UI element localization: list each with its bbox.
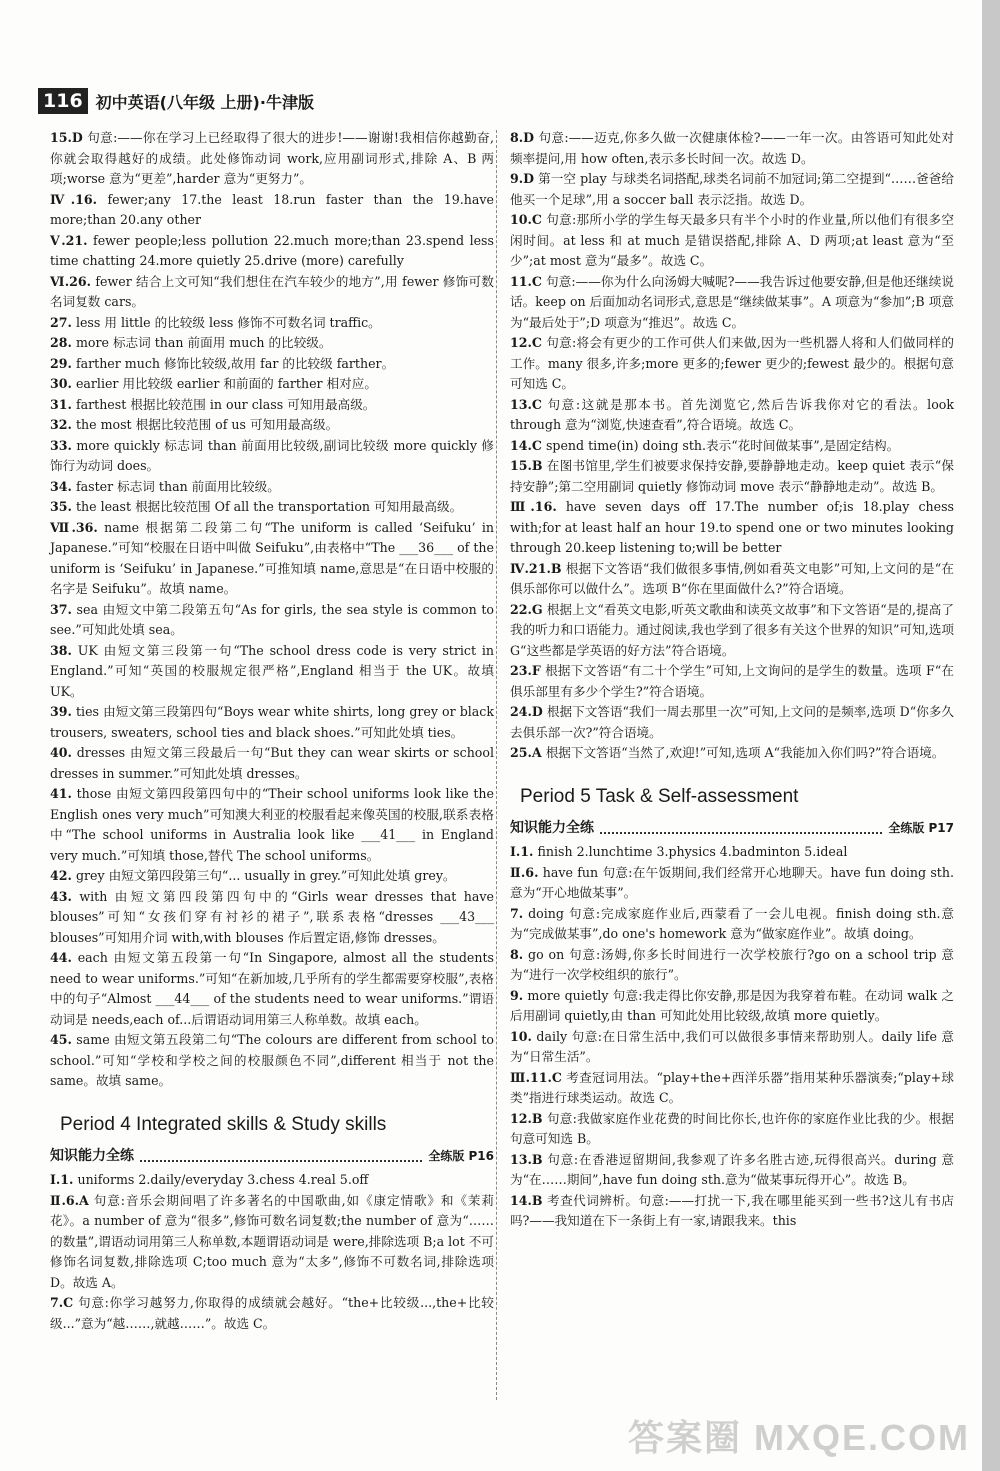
answer-number: Ⅶ.36.: [50, 519, 98, 535]
answer-explanation: 句意:这就是那本书。首先浏览它,然后告诉我你对它的看法。look through 意为“浏览,快速查看”,符合语境。故选 C。: [510, 396, 954, 432]
answer-entry: [50, 190, 494, 231]
answer-number: 34.: [50, 478, 72, 494]
answer-number: 30.: [50, 376, 72, 391]
answer-explanation: earlier 用比较级 earlier 和前面的 farther 相对应。: [75, 376, 377, 391]
answer-entry: [50, 231, 494, 272]
answer-number: 7.: [510, 905, 524, 921]
answer-number: 39.: [50, 704, 72, 719]
answer-entry: [50, 948, 494, 1030]
answer-entry: [510, 272, 954, 334]
answer-entry: [50, 313, 494, 334]
answer-number: 7.C: [50, 1295, 74, 1310]
answer-explanation: less 用 little 的比较级 less 修饰不可数名词 traffic。: [75, 314, 381, 330]
answer-number: Ⅰ.1.: [510, 844, 534, 859]
answer-number: 15.B: [510, 458, 543, 473]
answer-explanation: 考查代词辨析。句意:——打扰一下,我在哪里能买到一些书?这儿有书店吗?——我知道在下一条街上有一家,请跟我来。this: [510, 1192, 954, 1228]
answer-explanation: name 根据第二段第二句“The uniform is called ‘Seifuku’ in Japanese.”可知“校服在日语中叫做 Seifuku”,由表格中“The ___36___ of the uniform is ‘Seifuku’ in Japanese.”可推知填 name,意思是“在日语中校服的名字是 Seifuku”。故填 name。: [50, 519, 495, 596]
answer-explanation: each 由短文第五段第一句“In Singapore, almost all the students need to wear uniforms.”可知“在新加坡,几乎所有的学生都需要穿校服”,表格中的句子“Almost ___44___ of the students need to wear uniforms.”谓语动词是 needs,each of...后谓语动词用第三人称单数。故填 each。: [50, 950, 494, 1027]
answer-explanation: doing 句意:完成家庭作业后,西蒙看了一会儿电视。finish doing sth.意为“完成做某事”,do one's homework 意为“做家庭作业”。故填 doing。: [510, 905, 954, 941]
answer-number: 15.D: [50, 130, 83, 145]
answer-entry: [510, 395, 954, 436]
answer-entry: [510, 169, 954, 210]
answer-entry: [510, 436, 954, 457]
answer-number: Ⅴ.21.: [50, 232, 88, 248]
answer-number: 10.C: [510, 212, 542, 227]
right-column: [510, 128, 954, 1232]
answer-entry: [510, 456, 954, 497]
answer-number: 42.: [50, 868, 72, 883]
period5-title: Period 5 Task & Self-assessment: [520, 785, 799, 807]
answer-number: 10.: [510, 1028, 532, 1044]
answer-number: 24.D: [510, 704, 543, 719]
answer-entry: [510, 333, 954, 395]
answer-entry: [510, 1068, 954, 1109]
answer-explanation: uniforms 2.daily/everyday 3.chess 4.real 5.off: [77, 1172, 369, 1187]
answer-entry: [50, 436, 494, 477]
answer-entry: [510, 210, 954, 272]
answer-explanation: fewer;any 17.the least 18.run faster than the 19.have more;than 20.any other: [50, 191, 494, 227]
answer-number: 11.C: [510, 273, 542, 289]
left-entries: [50, 128, 494, 1092]
answer-entry: [50, 1170, 494, 1191]
answer-number: Ⅳ.16.: [50, 191, 98, 207]
answer-number: 14.C: [510, 437, 542, 453]
answer-explanation: UK 由短文第三段第一句“The school dress code is very strict in England.”可知“英国的校服规定很严格”,England 相当于 the UK。故填 UK。: [50, 642, 494, 699]
period4-section-ref: 全练版 P16: [428, 1148, 494, 1163]
answer-entry: [510, 1191, 954, 1232]
answer-explanation: go on 句意:汤姆,你多长时间进行一次学校旅行?go on a school trip 意为“进行一次学校组织的旅行”。: [510, 946, 954, 982]
answer-number: 43.: [50, 888, 72, 904]
answer-number: Ⅲ.16.: [510, 499, 557, 514]
answer-explanation: 句意:——你为什么向汤姆大喊呢?——我告诉过他要安静,但是他还继续说话。keep on 后面加动名词形式,意思是“继续做某事”。A 项意为“参加”;B 项意为“最后处于”;D 项意为“推迟”。故选 C。: [510, 273, 954, 330]
page-header: [38, 86, 314, 116]
answer-number: Ⅲ.11.C: [510, 1069, 562, 1085]
answer-entry: [50, 866, 494, 887]
right-entries: [510, 128, 954, 764]
answer-explanation: the most 根据比较范围 of us 可知用最高级。: [75, 417, 339, 432]
answer-entry: [510, 128, 954, 169]
answer-number: 33.: [50, 437, 72, 453]
answer-entry: [50, 702, 494, 743]
answer-number: 23.F: [510, 663, 541, 678]
answer-explanation: 根据下文答语“我们一周去那里一次”可知,上文问的是频率,选项 D“你多久去俱乐部一次?”符合语境。: [510, 704, 955, 740]
answer-number: Ⅱ.6.: [510, 864, 539, 880]
watermark: 答案圈 MXQE.COM: [627, 1417, 970, 1458]
answer-number: 35.: [50, 499, 72, 514]
answer-explanation: 根据下文答语“我们做很多事情,例如看英文电影”可知,上文问的是“在俱乐部你可以做什么”。选项 B“你在里面做什么?”符合语境。: [510, 560, 954, 596]
answer-explanation: more quickly 标志词 than 前面用比较级,副词比较级 more quickly 修饰行为动词 does。: [50, 437, 494, 473]
answer-number: 44.: [50, 950, 72, 965]
answer-explanation: faster 标志词 than 前面用比较级。: [75, 478, 280, 494]
answer-number: 32.: [50, 417, 72, 432]
answer-number: 13.B: [510, 1151, 543, 1167]
answer-explanation: 句意:我做家庭作业花费的时间比你长,也许你的家庭作业比我的少。根据句意可知选 B。: [510, 1110, 954, 1146]
answer-number: Ⅳ.21.B: [510, 560, 562, 576]
page-edge: [982, 0, 1000, 1471]
column-divider: [496, 130, 497, 1400]
answer-number: 8.D: [510, 130, 535, 145]
answer-explanation: sea 由短文中第二段第五句“As for girls, the sea style is common to see.”可知此处填 sea。: [50, 601, 494, 637]
answer-entry: [50, 887, 494, 949]
period4-section-label: 知识能力全练: [50, 1147, 134, 1164]
dotted-leader: [600, 822, 882, 834]
answer-entry: [510, 600, 954, 662]
answer-explanation: farther much 修饰比较级,故用 far 的比较级 farther。: [75, 355, 395, 371]
answer-explanation: farthest 根据比较范围 in our class 可知用最高级。: [75, 396, 376, 412]
answer-explanation: grey 由短文第四段第三句“... usually in grey.”可知此处填 grey。: [75, 868, 456, 883]
answer-explanation: 句意:那所小学的学生每天最多只有半个小时的作业量,所以他们有很多空闲时间。at less 和 at much 是错误搭配,排除 A、D 两项;at least 意为“至少”;at most 意为“最多”。故选 C。: [510, 212, 954, 268]
answer-entry: [510, 1150, 954, 1191]
answer-number: 8.: [510, 946, 524, 962]
answer-explanation: 句意:——迈克,你多久做一次健康体检?——一年一次。由答语可知此处对频率提问,用 how often,表示多长时间一次。故选 D。: [510, 130, 954, 166]
answer-explanation: dresses 由短文第三段最后一句“But they can wear skirts or school dresses in summer.”可知此处填 dresses。: [50, 745, 494, 781]
answer-number: 31.: [50, 396, 72, 412]
answer-explanation: spend time(in) doing sth.表示“花时间做某事”,是固定结构。: [545, 437, 900, 453]
answer-entry: [510, 986, 954, 1027]
answer-entry: [510, 559, 954, 600]
answer-explanation: have seven days off 17.The number of;is 18.play chess with;for at least half an hour 19.to spend one or two minutes looking through 20.keep listening to;will be better: [510, 499, 955, 555]
answer-entry: [50, 743, 494, 784]
answer-number: 9.D: [510, 171, 535, 186]
answer-explanation: 句意:你学习越努力,你取得的成绩就会越好。“the+比较级...,the+比较级...”意为“越……,就越……”。故选 C。: [50, 1295, 494, 1331]
answer-explanation: ties 由短文第三段第四句“Boys wear white shirts, long grey or black trousers, sweaters, school ties and black shoes.”可知此处填 ties。: [50, 704, 494, 740]
answer-number: 41.: [50, 786, 72, 801]
answer-explanation: daily 句意:在日常生活中,我们可以做很多事情来帮助别人。daily life 意为“日常生活”。: [510, 1028, 954, 1064]
answer-explanation: 句意:——你在学习上已经取得了很大的进步!——谢谢!我相信你越勤奋,你就会取得越好的成绩。此处修饰动词 work,应用副词形式,排除 A、B 两项;worse 意为“更差”,harder 意为“更努力”。: [50, 130, 494, 186]
answer-explanation: those 由短文第四段第四句中的“Their school uniforms look like the English ones very much”可知澳大利亚的校服看起来像英国的校服,联系表格中“The school uniforms in Australia look like ___41___ in England very much.”可知填 those,替代 The school uniforms。: [50, 786, 494, 863]
answer-entry: [50, 395, 494, 416]
answer-entry: [50, 272, 494, 313]
answer-entry: [50, 477, 494, 498]
period4-entries: [50, 1170, 494, 1334]
answer-explanation: with 由短文第四段第四句中的“Girls wear dresses that have blouses”可知“女孩们穿有衬衫的裙子”,联系表格“dresses ___43___ blouses”可知用介词 with,with blouses 作后置定语,修饰 dresses。: [50, 888, 494, 945]
answer-entry: [50, 784, 494, 866]
book-title: 初中英语(八年级 上册)·牛津版: [95, 92, 314, 112]
period5-section-bar: [510, 818, 954, 839]
answer-entry: [510, 904, 954, 945]
answer-number: 12.B: [510, 1110, 543, 1126]
answer-explanation: 句意:音乐会期间唱了许多著名的中国歌曲,如《康定情歌》和《茉莉花》。a number of 意为“很多”,修饰可数名词复数;the number of 意为“……的数量”,谓语动词用第三人称单数,本题谓语动词是 were,排除选项 B;a lot 不可修饰名词复数,排除选项 C;too much 意为“太多”,修饰不可数名词,排除选项 D。故选 A。: [50, 1192, 494, 1290]
answer-explanation: fewer people;less pollution 22.much more;than 23.spend less time chatting 24.more quietly 25.drive (more) carefully: [50, 232, 494, 268]
answer-entry: [50, 1293, 494, 1334]
answer-explanation: 第一空 play 与球类名词搭配,球类名词前不加冠词;第二空提到“……爸爸给他买一个足球”,用 a soccer ball 表示泛指。故选 D。: [510, 171, 954, 207]
answer-explanation: 句意:将会有更少的工作可供人们来做,因为一些机器人将和人们做同样的工作。many 很多,许多;more 更多的;fewer 更少的;fewest 最少的。根据句意可知选 C。: [510, 335, 954, 391]
answer-explanation: same 由短文第五段第二句“The colours are different from school to school.”可知“学校和学校之间的校服颜色不同”,different 相当于 not the same。故填 same。: [50, 1032, 494, 1088]
answer-entry: [510, 1027, 954, 1068]
answer-entry: [510, 702, 954, 743]
answer-explanation: 根据下文答语“当然了,欢迎!”可知,选项 A“我能加入你们吗?”符合语境。: [545, 745, 945, 760]
answer-number: 40.: [50, 745, 72, 760]
answer-explanation: 在图书馆里,学生们被要求保持安静,要静静地走动。keep quiet 表示“保持安静”;第二空用副词 quietly 修饰动词 move 表示“静静地走动”。故选 B。: [510, 458, 954, 494]
answer-number: Ⅰ.1.: [50, 1172, 74, 1187]
period5-section-label: 知识能力全练: [510, 819, 594, 836]
answer-entry: [510, 842, 954, 863]
answer-number: 9.: [510, 987, 524, 1003]
answer-entry: [50, 354, 494, 375]
answer-entry: [50, 333, 494, 354]
answer-explanation: more quietly 句意:我走得比你安静,那是因为我穿着布鞋。在动词 walk 之后用副词 quietly,由 than 可知此处用比较级,故填 more quietly。: [510, 987, 954, 1023]
answer-entry: [510, 1109, 954, 1150]
answer-number: Ⅵ.26.: [50, 273, 92, 289]
answer-entry: [510, 497, 954, 559]
answer-entry: [510, 743, 954, 764]
answer-number: 29.: [50, 355, 72, 371]
answer-number: Ⅱ.6.A: [50, 1192, 89, 1208]
answer-explanation: 根据上文“看英文电影,听英文歌曲和读英文故事”和下文答语“是的,提高了我的听力和口语能力。通过阅读,我也学到了很多有关这个世界的知识”可知,选项 G“这些都是学英语的好方法”符合语境。: [510, 601, 954, 658]
answer-entry: [50, 518, 494, 600]
answer-number: 27.: [50, 314, 72, 330]
answer-explanation: finish 2.lunchtime 3.physics 4.badminton 5.ideal: [537, 844, 848, 859]
answer-entry: [510, 863, 954, 904]
answer-entry: [50, 641, 494, 703]
period4-title: Period 4 Integrated skills & Study skills: [60, 1113, 387, 1135]
period5-section-ref: 全练版 P17: [888, 820, 954, 835]
answer-entry: [510, 661, 954, 702]
answer-explanation: 根据下文答语“有二十个学生”可知,上文询问的是学生的数量。选项 F“在俱乐部里有多少个学生?”符合语境。: [510, 663, 954, 699]
answer-explanation: fewer 结合上文可知“我们想住在汽车较少的地方”,用 fewer 修饰可数名词复数 cars。: [50, 273, 494, 309]
answer-number: 14.B: [510, 1192, 543, 1208]
answer-explanation: 句意:在香港逗留期间,我参观了许多名胜古迹,玩得很高兴。during 意为“在……期间”,have fun doing sth.意为“做某事玩得开心”。故选 B。: [510, 1151, 954, 1187]
answer-entry: [50, 1030, 494, 1092]
answer-explanation: the least 根据比较范围 Of all the transportation 可知用最高级。: [75, 499, 463, 514]
answer-entry: [50, 1191, 494, 1294]
period4-section-bar: [50, 1146, 494, 1167]
answer-entry: [50, 415, 494, 436]
answer-number: 37.: [50, 601, 72, 617]
answer-explanation: 考查冠词用法。“play+the+西洋乐器”指用某种乐器演奏;“play+球类”指进行球类运动。故选 C。: [510, 1069, 955, 1105]
answer-number: 38.: [50, 642, 72, 658]
answer-entry: [50, 600, 494, 641]
answer-entry: [50, 374, 494, 395]
answer-number: 22.G: [510, 601, 543, 617]
answer-explanation: more 标志词 than 前面用 much 的比较级。: [75, 335, 332, 350]
answer-entry: [510, 945, 954, 986]
left-column: [50, 128, 494, 1334]
dotted-leader: [140, 1150, 422, 1162]
period5-entries: [510, 842, 954, 1232]
answer-explanation: have fun 句意:在午饭期间,我们经常开心地聊天。have fun doing sth.意为“开心地做某事”。: [510, 864, 954, 900]
answer-number: 12.C: [510, 335, 542, 350]
answer-entry: [50, 128, 494, 190]
answer-number: 25.A: [510, 745, 542, 760]
answer-number: 13.C: [510, 396, 542, 412]
answer-number: 28.: [50, 335, 72, 350]
answer-entry: [50, 497, 494, 518]
answer-number: 45.: [50, 1032, 72, 1047]
page-number: 116: [38, 88, 88, 114]
